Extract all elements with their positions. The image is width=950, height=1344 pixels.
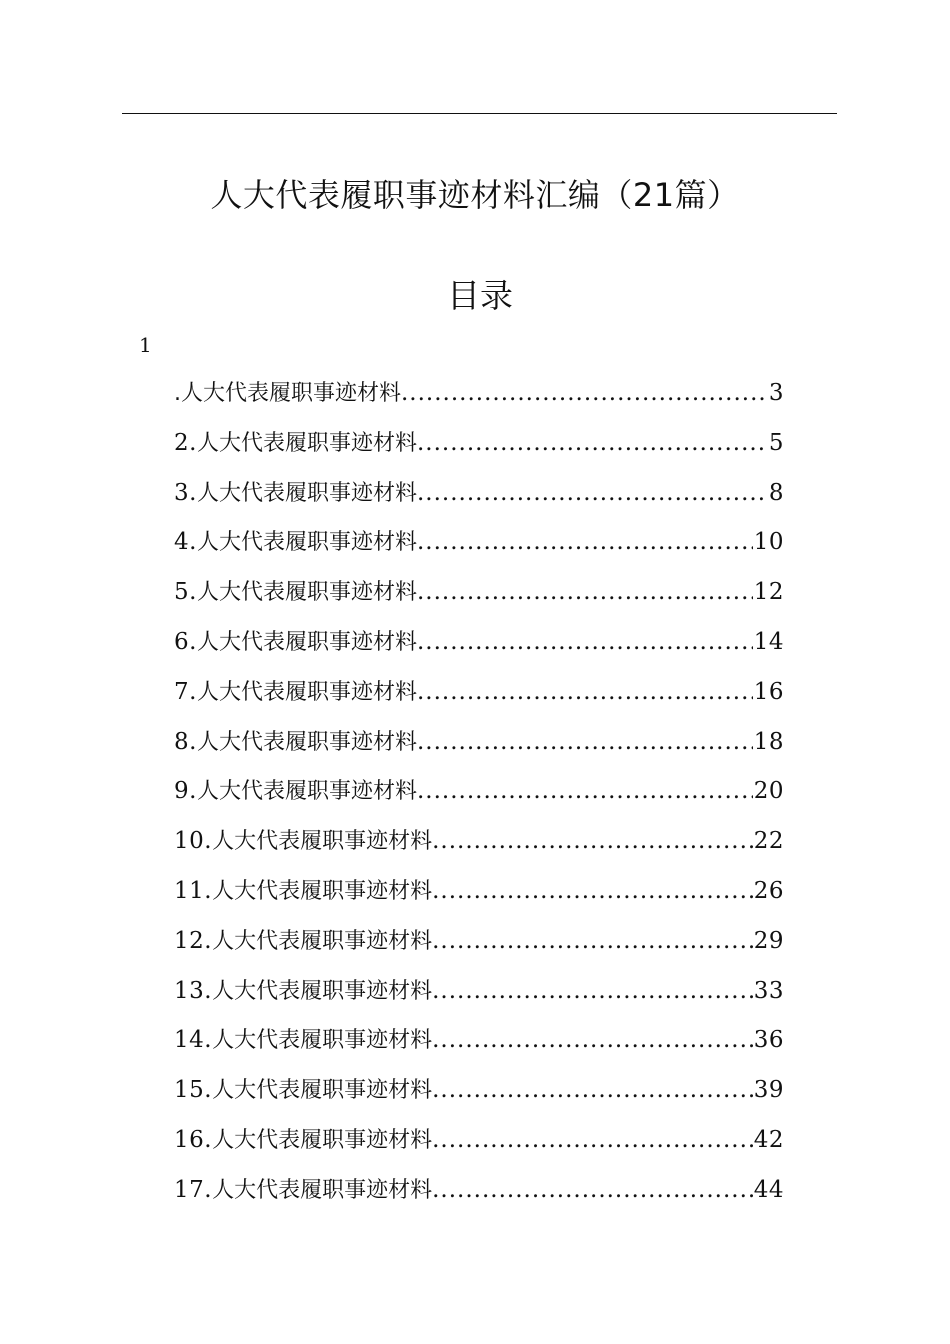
toc-entry[interactable] [174, 823, 784, 873]
toc-entry-title: .人大代表履职事迹材料 [174, 381, 401, 406]
toc-entry[interactable] [174, 475, 784, 525]
toc-entry-number: 5. [174, 579, 197, 606]
toc-entry[interactable] [174, 375, 784, 425]
toc-entry-page-number: 12 [753, 579, 784, 606]
toc-entry[interactable] [174, 773, 784, 823]
toc-dot-leader [417, 574, 753, 610]
toc-entry[interactable] [174, 524, 784, 574]
toc-entry-title: 人大代表履职事迹材料 [196, 480, 417, 506]
toc-entry-title: 人大代表履职事迹材料 [212, 928, 433, 954]
toc-dot-leader [401, 375, 768, 411]
toc-entry[interactable] [174, 574, 784, 624]
toc-entry[interactable] [174, 923, 784, 973]
toc-entry-page-number: 42 [753, 1126, 784, 1153]
toc-entry[interactable] [174, 425, 784, 475]
toc-entry[interactable] [174, 1172, 784, 1222]
toc-entry-title: 人大代表履职事迹材料 [196, 679, 417, 705]
toc-dot-leader [432, 823, 753, 859]
toc-entry-title: 人大代表履职事迹材料 [196, 779, 417, 805]
toc-dot-leader [432, 1022, 753, 1058]
toc-entry-title: 人大代表履职事迹材料 [212, 878, 433, 904]
toc-entry-title: 人大代表履职事迹材料 [212, 978, 433, 1004]
toc-dot-leader [432, 1122, 753, 1158]
toc-entry[interactable] [174, 1122, 784, 1172]
toc-entry-title: 人大代表履职事迹材料 [212, 1028, 433, 1054]
toc-heading: 目录 [447, 276, 513, 315]
toc-entry[interactable] [174, 674, 784, 724]
toc-entry-number: 10. [174, 828, 213, 855]
toc-entry-page-number: 33 [753, 977, 784, 1004]
toc-entry-page-number: 14 [753, 628, 784, 655]
toc-dot-leader [417, 624, 753, 660]
toc-entry-page-number: 5 [768, 429, 784, 456]
toc-entry-title: 人大代表履职事迹材料 [212, 1127, 433, 1153]
toc-entry-number: 14. [174, 1027, 213, 1054]
toc-entry[interactable] [174, 724, 784, 774]
toc-dot-leader [432, 1072, 753, 1108]
toc-entry-page-number: 3 [768, 380, 784, 406]
toc-dot-leader [432, 923, 753, 959]
toc-entry-number: 16. [174, 1126, 213, 1153]
toc-entry-title: 人大代表履职事迹材料 [196, 430, 417, 456]
toc-dot-leader [417, 425, 768, 461]
toc-entry-page-number: 22 [753, 828, 784, 855]
toc-entry-number: 3. [174, 479, 197, 506]
toc-entry[interactable] [174, 1072, 784, 1122]
toc-dot-leader [417, 524, 753, 560]
toc-entry-number: 4. [174, 529, 197, 556]
toc-entry-title: 人大代表履职事迹材料 [212, 1177, 433, 1203]
toc-entry-page-number: 26 [753, 877, 784, 904]
toc-dot-leader [417, 724, 753, 760]
toc-entry-title: 人大代表履职事迹材料 [212, 1078, 433, 1104]
toc-entry-number: 17. [174, 1176, 213, 1203]
header-rule [122, 113, 837, 114]
toc-entry-number: 15. [174, 1077, 213, 1104]
toc-entry-title: 人大代表履职事迹材料 [196, 580, 417, 606]
toc-entry-title: 人大代表履职事迹材料 [196, 729, 417, 755]
toc-entry-number: 6. [174, 628, 197, 655]
toc-dot-leader [432, 1172, 753, 1208]
toc-entry-page-number: 8 [768, 479, 784, 506]
toc-entry-page-number: 39 [753, 1077, 784, 1104]
toc-entry[interactable] [174, 1022, 784, 1072]
toc-entry-page-number: 16 [753, 678, 784, 705]
table-of-contents [174, 375, 784, 1222]
toc-entry-number: 12. [174, 927, 213, 954]
document-title: 人大代表履职事迹材料汇编（21篇） [210, 176, 740, 214]
toc-entry-page-number: 44 [753, 1176, 784, 1203]
toc-entry-number: 9. [174, 778, 197, 805]
toc-entry-page-number: 18 [753, 728, 784, 755]
toc-dot-leader [417, 674, 753, 710]
toc-entry-number: 8. [174, 728, 197, 755]
toc-entry-title: 人大代表履职事迹材料 [196, 530, 417, 556]
toc-dot-leader [417, 773, 753, 809]
toc-entry-page-number: 29 [753, 927, 784, 954]
toc-entry-title: 人大代表履职事迹材料 [212, 829, 433, 855]
toc-dot-leader [417, 475, 768, 511]
toc-entry[interactable] [174, 624, 784, 674]
toc-entry-page-number: 36 [753, 1027, 784, 1054]
toc-entry-number: 13. [174, 977, 213, 1004]
toc-dot-leader [432, 873, 753, 909]
toc-entry-page-number: 10 [753, 529, 784, 556]
toc-dot-leader [432, 973, 753, 1009]
toc-entry-title: 人大代表履职事迹材料 [196, 629, 417, 655]
toc-entry-page-number: 20 [753, 778, 784, 805]
toc-entry[interactable] [174, 973, 784, 1023]
toc-entry[interactable] [174, 873, 784, 923]
toc-entry-number: 7. [174, 678, 197, 705]
toc-entry-number: 11. [174, 877, 213, 904]
toc-entry-number: 2. [174, 429, 197, 456]
toc-level-number: 1 [139, 333, 152, 357]
